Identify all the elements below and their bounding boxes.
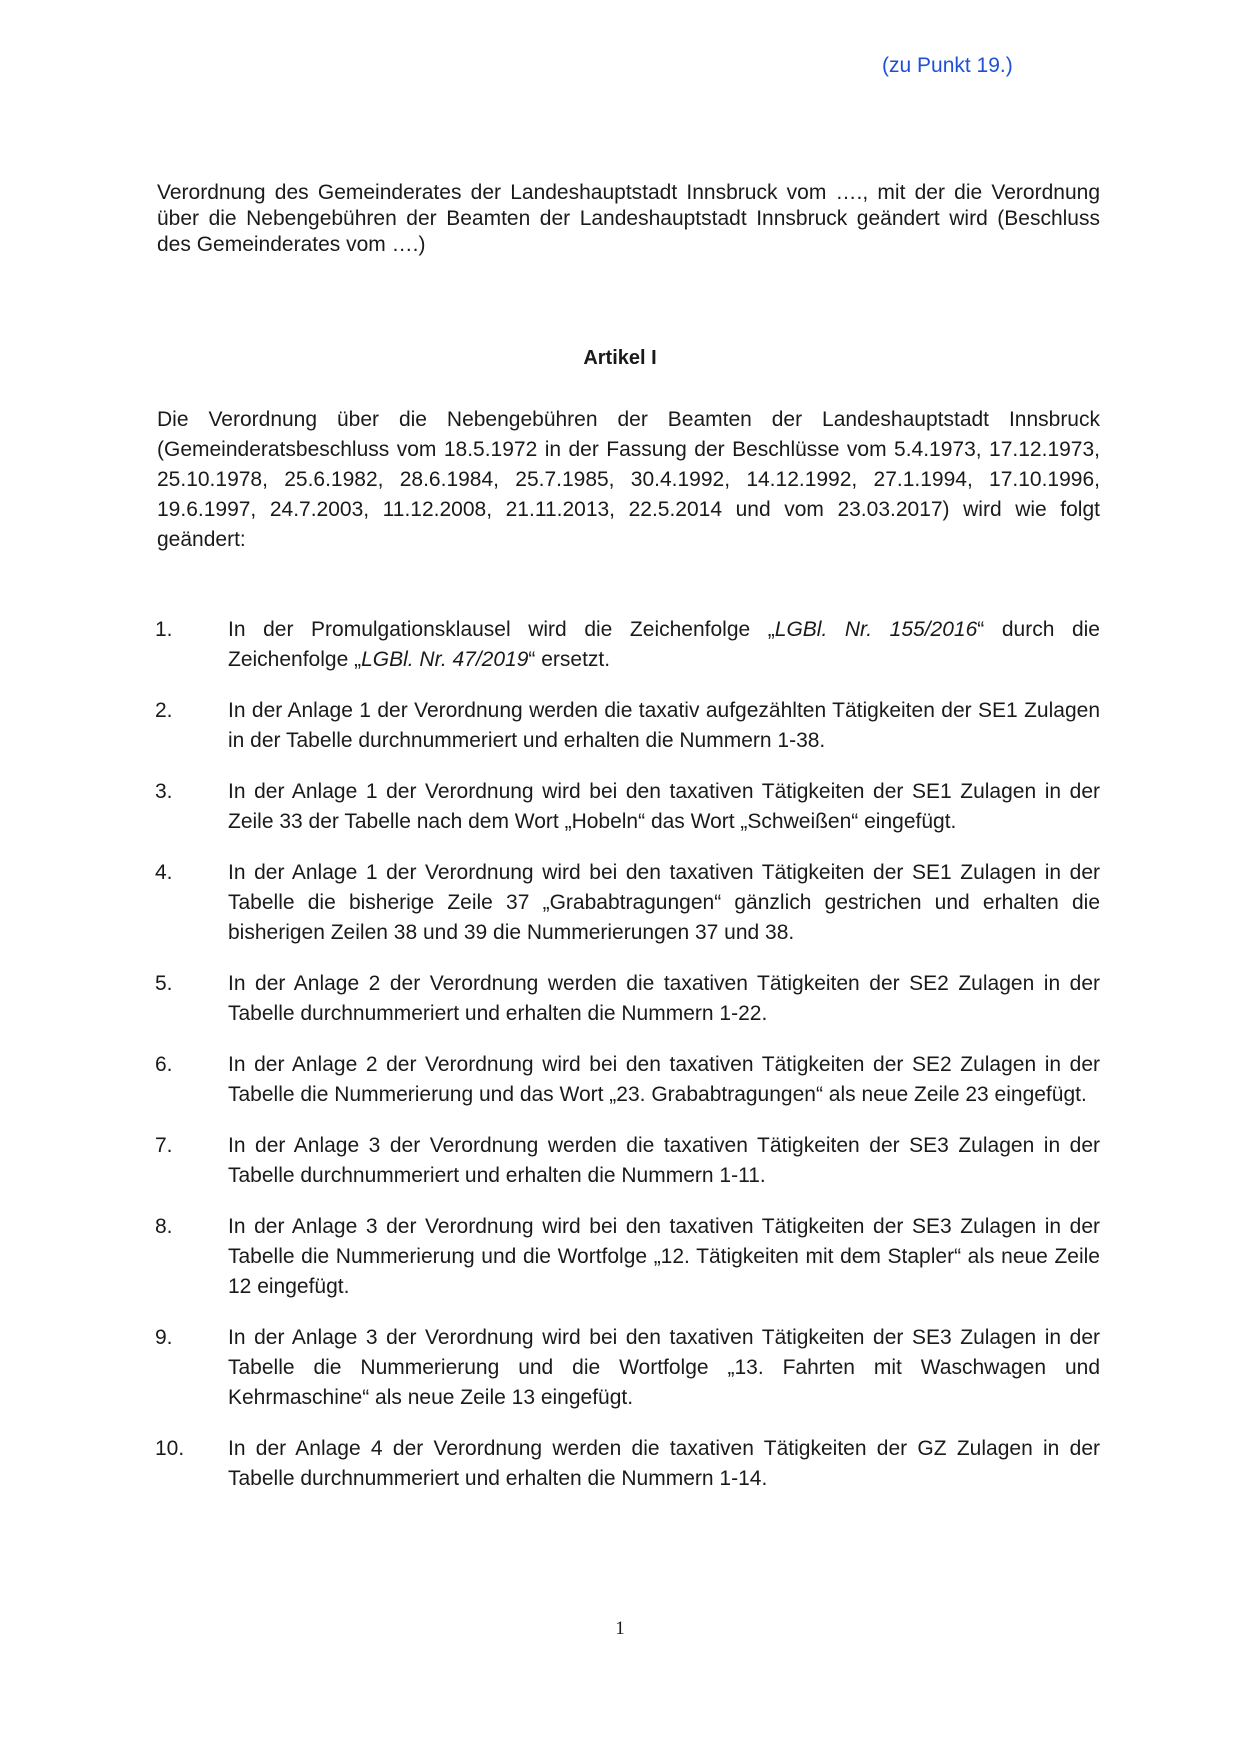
item-text: In der Anlage 2 der Verordnung wird bei den taxativen Tätigkeiten der SE2 Zulagen in der Tabelle die Nummerierung und das Wort „23. Grababtragungen“ als neue Zeile 23 eingefügt. xyxy=(228,1053,1100,1106)
item-number: 3. xyxy=(155,780,173,803)
item-text: In der Anlage 2 der Verordnung werden die taxativen Tätigkeiten der SE2 Zulagen in der Tabelle durchnummeriert und erhalten die Nummern 1-22. xyxy=(228,972,1100,1025)
list-item xyxy=(155,615,1100,675)
list-item xyxy=(155,1212,1100,1302)
list-item xyxy=(155,777,1100,837)
item-number: 10. xyxy=(155,1437,185,1460)
item-number: 4. xyxy=(155,861,173,884)
intro-paragraph: Die Verordnung über die Nebengebühren der Beamten der Landeshauptstadt Innsbruck (Gemeinderatsbeschluss vom 18.5.1972 in der Fassung der Beschlüsse vom 5.4.1973, 17.12.1973, 25.10.1978, 25.6.1982, 28.6.1984, 25.7.1985, 30.4.1992, 14.12.1992, 27.1.1994, 17.10.1996, 19.6.1997, 24.7.2003, 11.12.2008, 21.11.2013, 22.5.2014 und vom 23.03.2017) wird wie folgt geändert: xyxy=(157,408,1100,551)
list-item xyxy=(155,1131,1100,1191)
item-number: 1. xyxy=(155,618,173,641)
list-item xyxy=(155,1050,1100,1110)
item-text: In der Anlage 1 der Verordnung wird bei den taxativen Tätigkeiten der SE1 Zulagen in der Tabelle die bisherige Zeile 37 „Grababtragungen“ gänzlich gestrichen und erhalten die bisherigen Zeilen 38 und 39 die Nummerierungen 37 und 38. xyxy=(228,861,1100,944)
item-text: In der Promulgationsklausel wird die Zeichenfolge „LGBl. Nr. 155/2016“ durch die Zeichenfolge „LGBl. Nr. 47/2019“ ersetzt. xyxy=(228,618,1100,671)
item-text: In der Anlage 3 der Verordnung wird bei den taxativen Tätigkeiten der SE3 Zulagen in der Tabelle die Nummerierung und die Wortfolge „12. Tätigkeiten mit dem Stapler“ als neue Zeile 12 eingefügt. xyxy=(228,1215,1100,1298)
item-text: In der Anlage 4 der Verordnung werden die taxativen Tätigkeiten der GZ Zulagen in der Tabelle durchnummeriert und erhalten die Nummern 1-14. xyxy=(228,1437,1100,1490)
item-number: 9. xyxy=(155,1326,173,1349)
item-number: 2. xyxy=(155,699,173,722)
item-text: In der Anlage 1 der Verordnung wird bei den taxativen Tätigkeiten der SE1 Zulagen in der Zeile 33 der Tabelle nach dem Wort „Hobeln“ das Wort „Schweißen“ eingefügt. xyxy=(228,780,1100,833)
item-text: In der Anlage 1 der Verordnung werden die taxativ aufgezählten Tätigkeiten der SE1 Zulagen in der Tabelle durchnummeriert und erhalten die Nummern 1-38. xyxy=(228,699,1100,752)
item-number: 6. xyxy=(155,1053,173,1076)
list-item xyxy=(155,1434,1100,1494)
item-number: 5. xyxy=(155,972,173,995)
list-item xyxy=(155,969,1100,1029)
item-text: In der Anlage 3 der Verordnung wird bei den taxativen Tätigkeiten der SE3 Zulagen in der Tabelle die Nummerierung und die Wortfolge „13. Fahrten mit Waschwagen und Kehrmaschine“ als neue Zeile 13 eingefügt. xyxy=(228,1326,1100,1409)
amendment-list xyxy=(155,615,1100,1515)
list-item xyxy=(155,858,1100,948)
page-number: 1 xyxy=(615,1618,625,1639)
agenda-reference: (zu Punkt 19.) xyxy=(882,54,1013,77)
item-number: 7. xyxy=(155,1134,173,1157)
document-title: Verordnung des Gemeinderates der Landeshauptstadt Innsbruck vom …., mit der die Verordnung über die Nebengebühren der Beamten der Landeshauptstadt Innsbruck geändert wird (Beschluss des Gemeinderates vom ….) xyxy=(157,181,1100,256)
article-heading: Artikel I xyxy=(583,347,657,369)
item-text: In der Anlage 3 der Verordnung werden die taxativen Tätigkeiten der SE3 Zulagen in der Tabelle durchnummeriert und erhalten die Nummern 1-11. xyxy=(228,1134,1100,1187)
list-item xyxy=(155,1323,1100,1413)
item-number: 8. xyxy=(155,1215,173,1238)
list-item xyxy=(155,696,1100,756)
